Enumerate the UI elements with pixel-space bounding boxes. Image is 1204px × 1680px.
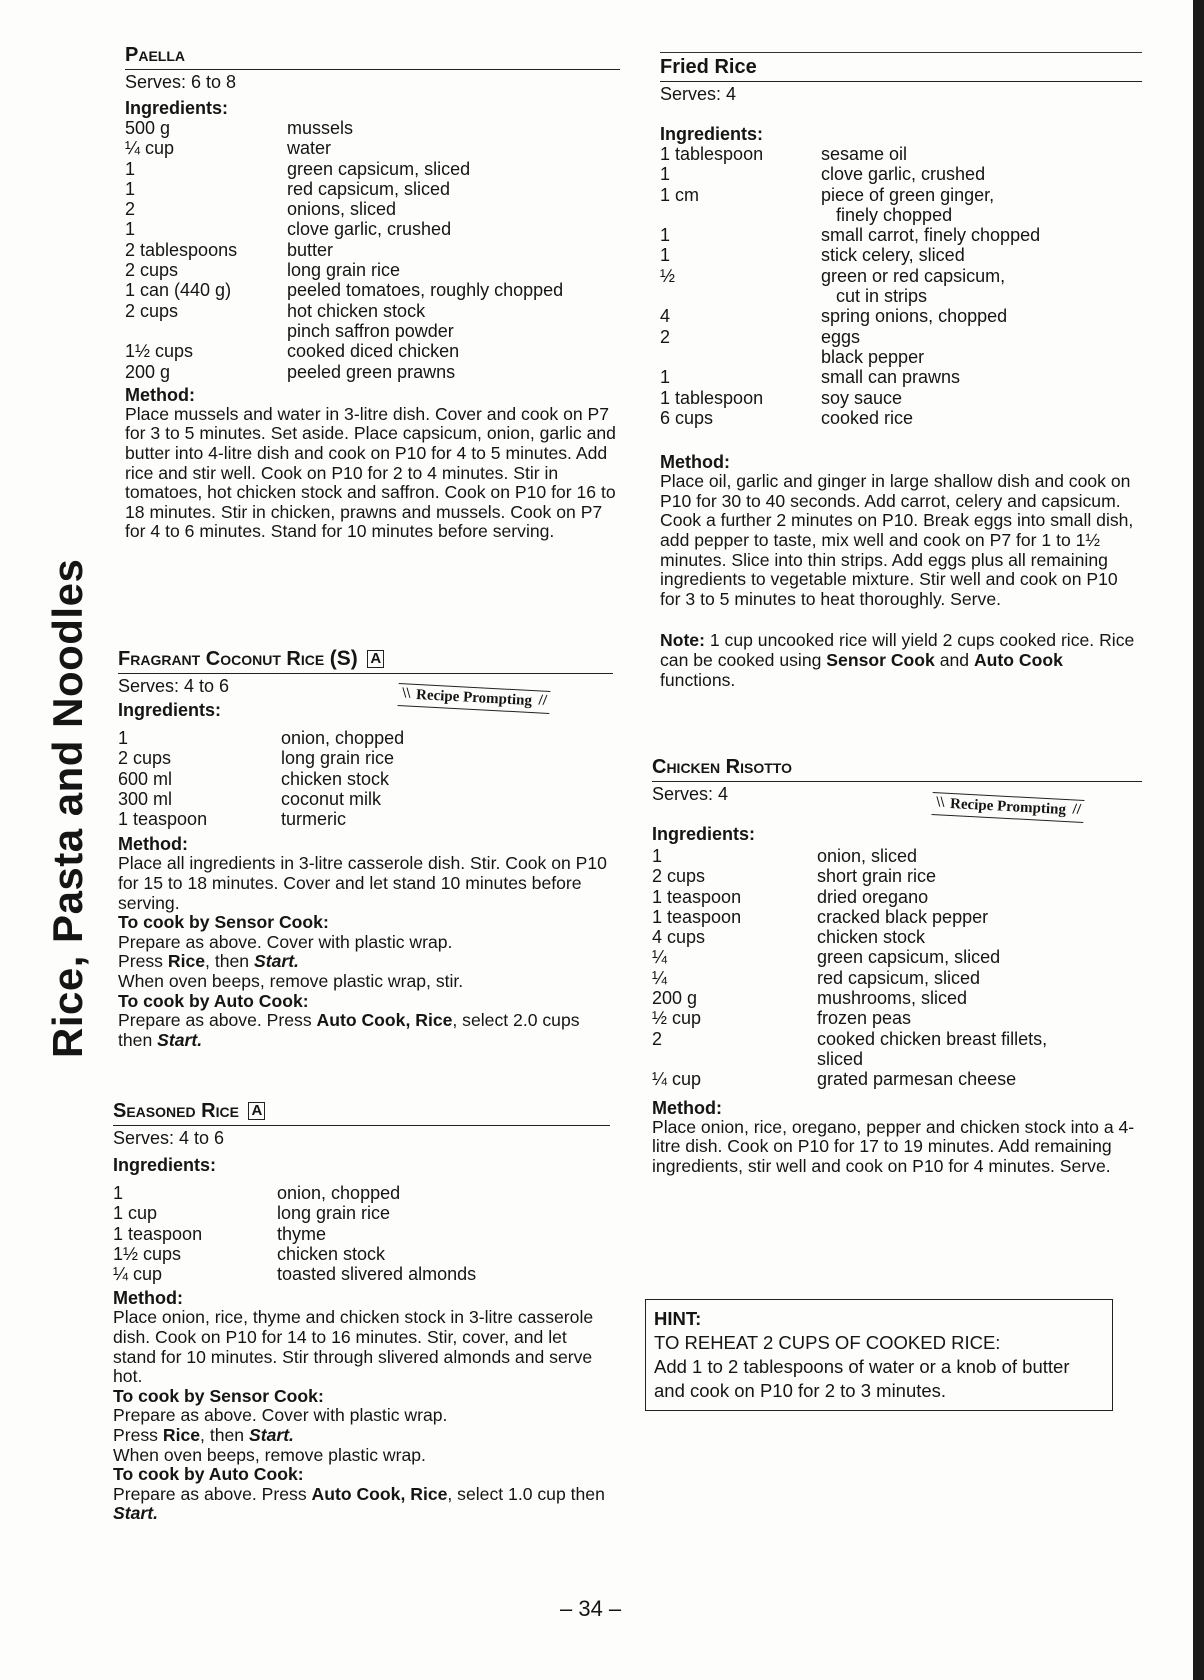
key-start: Start. bbox=[113, 1503, 158, 1524]
key-auto-cook: Auto Cook bbox=[973, 649, 1063, 670]
ingredient-qty: 4 bbox=[660, 306, 671, 327]
ingredient-item: long grain rice bbox=[277, 1203, 391, 1224]
ingredient-item: short grain rice bbox=[817, 866, 937, 887]
ingredient-qty: 2 tablespoons bbox=[125, 239, 238, 260]
ingredient-item: peeled tomatoes, roughly chopped bbox=[287, 280, 564, 301]
ingredient-qty: ¼ cup bbox=[125, 138, 175, 159]
ingredient-item: water bbox=[287, 138, 332, 159]
top-rule bbox=[660, 52, 1142, 53]
ingredient-item: green or red capsicum, bbox=[821, 265, 1006, 286]
ingredient-item: thyme bbox=[277, 1223, 327, 1244]
ingredients-list bbox=[660, 144, 1142, 428]
recipe-title-row bbox=[118, 647, 613, 671]
auto-cook-step bbox=[113, 1485, 610, 1524]
ingredient-item: long grain rice bbox=[287, 260, 401, 281]
text: Prepare as above. Press bbox=[118, 1010, 317, 1031]
ingredient-item: cut in strips bbox=[821, 286, 928, 307]
ingredient-qty: 1 cm bbox=[660, 184, 700, 205]
ingredient-item: soy sauce bbox=[821, 387, 903, 408]
ingredient-qty: ¼ cup bbox=[113, 1264, 163, 1285]
key-sensor-cook: Sensor Cook bbox=[826, 649, 935, 670]
ingredient-item: cracked black pepper bbox=[817, 906, 989, 927]
ingredients-list bbox=[113, 1183, 610, 1284]
ingredient-item: small carrot, finely chopped bbox=[821, 225, 1041, 246]
ingredient-item: red capsicum, sliced bbox=[287, 178, 451, 199]
ingredient-item: butter bbox=[287, 239, 334, 260]
ingredient-qty bbox=[660, 347, 821, 367]
ingredients-label: Ingredients: bbox=[652, 824, 756, 844]
key-rice: Rice bbox=[162, 1425, 201, 1446]
method-text bbox=[652, 1118, 1142, 1177]
ingredient-item: frozen peas bbox=[817, 1008, 912, 1029]
ingredient-item: chicken stock bbox=[277, 1243, 386, 1264]
ingredient-qty: 200 g bbox=[652, 988, 698, 1009]
ingredient-qty: 6 cups bbox=[660, 407, 714, 428]
title-rule bbox=[652, 781, 1142, 782]
recipe-seasoned-rice bbox=[113, 1100, 610, 1524]
ingredient-qty: 2 bbox=[660, 326, 671, 347]
ingredient-item: onions, sliced bbox=[287, 199, 397, 220]
sensor-badge: (S) bbox=[329, 647, 358, 670]
method-label: Method: bbox=[660, 452, 730, 473]
text: , select 2.0 cups then bbox=[118, 1010, 580, 1050]
ingredient-item: mushrooms, sliced bbox=[817, 988, 968, 1009]
recipe-title-row bbox=[113, 1100, 610, 1123]
ingredient-qty: 1 bbox=[660, 225, 671, 246]
page-edge-bar bbox=[1193, 0, 1204, 1680]
method-text bbox=[113, 1308, 610, 1524]
ingredient-qty: ½ cup bbox=[652, 1008, 702, 1029]
text: Press bbox=[113, 1425, 163, 1446]
ingredient-item: hot chicken stock bbox=[287, 300, 426, 321]
ingredient-qty bbox=[660, 205, 821, 225]
ingredient-item: black pepper bbox=[821, 346, 925, 367]
auto-cook-badge: A bbox=[367, 650, 384, 668]
ingredient-item: turmeric bbox=[281, 809, 347, 830]
method-text bbox=[118, 854, 613, 1050]
hint-label: HINT: bbox=[654, 1308, 702, 1329]
ingredient-qty: 1 can (440 g) bbox=[125, 280, 232, 301]
ingredient-item: eggs bbox=[821, 326, 861, 347]
ingredient-qty: ¼ bbox=[652, 947, 668, 968]
ingredient-qty: 1 teaspoon bbox=[118, 809, 208, 830]
sensor-step-2 bbox=[118, 952, 613, 972]
auto-cook-step bbox=[118, 1011, 613, 1050]
method-label: Method: bbox=[118, 834, 188, 855]
ingredient-item: dried oregano bbox=[817, 886, 929, 907]
recipe-fried-rice bbox=[660, 52, 1142, 690]
ingredient-qty: 1 bbox=[125, 158, 136, 179]
ingredient-item: green capsicum, sliced bbox=[817, 947, 1001, 968]
ingredient-qty: 1 bbox=[652, 846, 663, 866]
recipe-title: Chicken Risotto bbox=[652, 756, 792, 778]
ingredient-qty: 300 ml bbox=[118, 788, 173, 809]
recipe-fragrant-coconut-rice bbox=[118, 647, 613, 1050]
text: functions. bbox=[660, 669, 736, 690]
ingredient-item: pinch saffron powder bbox=[287, 320, 454, 341]
text: 1 cup uncooked rice will yield 2 cups cooked rice. Rice can be cooked using bbox=[660, 630, 1135, 670]
ingredient-item: long grain rice bbox=[281, 748, 395, 769]
ingredient-qty: 1 bbox=[113, 1183, 124, 1203]
ingredient-qty bbox=[125, 321, 287, 341]
ingredient-item: stick celery, sliced bbox=[821, 245, 965, 266]
ingredient-item: small can prawns bbox=[821, 367, 961, 388]
ingredient-qty: 1 teaspoon bbox=[652, 906, 742, 927]
recipe-title: Fragrant Coconut Rice bbox=[118, 648, 325, 670]
title-rule bbox=[660, 81, 1142, 82]
ingredient-qty: 500 g bbox=[125, 118, 171, 138]
ingredient-item: peeled green prawns bbox=[287, 361, 456, 382]
auto-cook-badge: A bbox=[248, 1102, 265, 1120]
ingredient-item: onion, sliced bbox=[817, 846, 918, 866]
page-number: – 34 – bbox=[560, 1596, 622, 1621]
ingredient-qty: 200 g bbox=[125, 361, 171, 382]
note-label: Note: bbox=[660, 630, 705, 651]
ingredient-qty: 2 cups bbox=[652, 866, 706, 887]
text: , select 1.0 cup then bbox=[447, 1483, 605, 1504]
method-text bbox=[660, 472, 1142, 690]
recipe-title: Seasoned Rice bbox=[113, 1100, 239, 1122]
ingredient-item: coconut milk bbox=[281, 788, 382, 809]
key-auto-cook-rice: Auto Cook, Rice bbox=[311, 1483, 448, 1504]
recipe-prompting-banner: \\ Recipe Prompting // bbox=[932, 792, 1085, 823]
recipe-title: Paella bbox=[125, 44, 186, 66]
ingredient-item: chicken stock bbox=[281, 768, 390, 789]
method-paragraph: Place mussels and water in 3-litre dish. Cover and cook on P7 for 3 to 5 minutes. Set aside. Place capsicum, onion, garlic and butter into 4-litre dish and cook on P10 for 4 to 5 minutes. Add rice and stir well. Cook on P10 for 2 to 4 minutes. Stir in tomatoes, hot chicken stock and saffron. Cook on P10 for 16 to 18 minutes. Stir in chicken, prawns and mussels. Cook on P7 for 4 to 6 minutes. Stand for 10 minutes before serving. bbox=[125, 403, 616, 542]
ingredients-label: Ingredients: bbox=[660, 124, 764, 144]
ingredients-label: Ingredients: bbox=[118, 700, 222, 720]
ingredient-qty: 1 bbox=[118, 728, 129, 748]
serves: Serves: 6 to 8 bbox=[125, 72, 237, 92]
ingredient-item: finely chopped bbox=[821, 204, 953, 225]
ingredient-item: chicken stock bbox=[817, 927, 926, 948]
sensor-cook-label: To cook by Sensor Cook: bbox=[113, 1385, 324, 1406]
ingredient-item: red capsicum, sliced bbox=[817, 967, 981, 988]
text: , then bbox=[200, 1425, 249, 1446]
title-rule bbox=[113, 1125, 610, 1126]
ingredient-qty: 1 tablespoon bbox=[660, 144, 764, 164]
serves: Serves: 4 bbox=[660, 84, 737, 104]
serves: Serves: 4 to 6 bbox=[113, 1128, 225, 1148]
ingredient-qty: 1½ cups bbox=[113, 1243, 182, 1264]
ingredient-qty: 1 cup bbox=[113, 1203, 158, 1224]
text: Prepare as above. Press bbox=[113, 1483, 312, 1504]
method-paragraph: Place oil, garlic and ginger in large shallow dish and cook on P10 for 30 to 40 seconds. Add carrot, celery and capsicum. Cook a further 2 minutes on P10. Break eggs into small dish, add pepper to taste, mix well and cook on P7 for 1 to 1½ minutes. Slice into thin strips. Add eggs plus all remaining ingredients to vegetable mixture. Stir well and cook on P10 for 3 to 5 minutes to heat thoroughly. Serve. bbox=[660, 471, 1134, 609]
method-paragraph: Place onion, rice, thyme and chicken stock in 3-litre casserole dish. Cook on P10 for 14 to 16 minutes. Stir, cover, and let stand for 10 minutes. Stir through slivered almonds and serve hot. bbox=[113, 1307, 594, 1387]
ingredient-qty: 1 bbox=[660, 245, 671, 266]
method-label: Method: bbox=[125, 384, 195, 405]
sensor-step-2 bbox=[113, 1426, 610, 1446]
ingredient-qty: 2 cups bbox=[125, 260, 179, 281]
ingredient-qty: 1 teaspoon bbox=[652, 886, 742, 907]
auto-cook-label: To cook by Auto Cook: bbox=[113, 1464, 304, 1485]
ingredient-qty: 2 bbox=[652, 1028, 663, 1049]
ingredient-qty: 4 cups bbox=[652, 927, 706, 948]
ingredient-qty bbox=[652, 1049, 817, 1069]
text: and bbox=[934, 649, 974, 670]
auto-cook-label: To cook by Auto Cook: bbox=[118, 990, 309, 1011]
title-rule bbox=[118, 673, 613, 674]
ingredient-qty: 2 cups bbox=[118, 748, 172, 769]
ingredient-item: clove garlic, crushed bbox=[287, 219, 452, 240]
sensor-cook-label: To cook by Sensor Cook: bbox=[118, 912, 329, 933]
ingredients-label: Ingredients: bbox=[125, 98, 229, 118]
ingredients-list bbox=[652, 846, 1142, 1090]
key-rice: Rice bbox=[167, 951, 206, 972]
ingredient-item: green capsicum, sliced bbox=[287, 158, 471, 179]
serves: Serves: 4 to 6 bbox=[118, 676, 230, 696]
ingredient-item: cooked diced chicken bbox=[287, 341, 460, 362]
ingredient-item: spring onions, chopped bbox=[821, 306, 1008, 327]
ingredient-qty: 1½ cups bbox=[125, 341, 194, 362]
method-label: Method: bbox=[652, 1097, 722, 1118]
ingredient-qty: 1 bbox=[660, 367, 671, 388]
key-start: Start. bbox=[253, 951, 299, 972]
section-spine-label: Rice, Pasta and Noodles bbox=[44, 558, 91, 1058]
ingredient-item: onion, chopped bbox=[277, 1183, 401, 1203]
ingredient-item: toasted slivered almonds bbox=[277, 1264, 477, 1285]
ingredient-qty: 1 teaspoon bbox=[113, 1223, 203, 1244]
ingredients-list bbox=[125, 118, 620, 382]
ingredient-qty: 2 bbox=[125, 199, 136, 220]
ingredient-item: sesame oil bbox=[821, 144, 908, 164]
title-rule bbox=[125, 69, 620, 70]
method-label: Method: bbox=[113, 1288, 183, 1309]
note bbox=[660, 631, 1142, 690]
text: , then bbox=[205, 951, 254, 972]
ingredient-item: sliced bbox=[817, 1048, 864, 1069]
recipe-chicken-risotto bbox=[652, 756, 1142, 1176]
ingredient-item: onion, chopped bbox=[281, 728, 405, 748]
method-paragraph: Place onion, rice, oregano, pepper and chicken stock into a 4-litre dish. Cook on P10 for 17 to 19 minutes. Add remaining ingredients, stir well and cook on P10 for 4 minutes. Serve. bbox=[652, 1116, 1135, 1176]
sensor-step-1: Prepare as above. Cover with plastic wrap. bbox=[113, 1405, 448, 1426]
hint-heading: TO REHEAT 2 CUPS OF COOKED RICE: bbox=[654, 1332, 1001, 1353]
key-auto-cook-rice: Auto Cook, Rice bbox=[316, 1010, 453, 1031]
ingredient-qty: ¼ bbox=[652, 967, 668, 988]
ingredient-qty: 1 bbox=[125, 178, 136, 199]
recipe-title: Fried Rice bbox=[660, 56, 757, 78]
ingredient-qty: ¼ cup bbox=[652, 1069, 702, 1090]
ingredient-qty: 600 ml bbox=[118, 768, 173, 789]
recipe-paella bbox=[125, 44, 620, 542]
ingredient-item: cooked rice bbox=[821, 407, 914, 428]
ingredient-item: piece of green ginger, bbox=[821, 184, 995, 205]
ingredient-qty bbox=[660, 286, 821, 306]
ingredients-label: Ingredients: bbox=[113, 1155, 217, 1175]
ingredient-item: clove garlic, crushed bbox=[821, 164, 986, 185]
sensor-step-3: When oven beeps, remove plastic wrap, stir. bbox=[118, 971, 464, 992]
ingredient-qty: 1 bbox=[125, 219, 136, 240]
ingredient-item: mussels bbox=[287, 118, 354, 138]
method-text bbox=[125, 405, 620, 542]
ingredient-qty: 1 bbox=[660, 164, 671, 185]
method-paragraph: Place all ingredients in 3-litre casserole dish. Stir. Cook on P10 for 15 to 18 minutes. Cover and let stand 10 minutes before serving. bbox=[118, 853, 607, 913]
ingredient-qty: 2 cups bbox=[125, 300, 179, 321]
serves: Serves: 4 bbox=[652, 784, 729, 804]
sensor-step-1: Prepare as above. Cover with plastic wrap. bbox=[118, 931, 453, 952]
ingredient-qty: ½ bbox=[660, 265, 676, 286]
ingredient-qty: 1 tablespoon bbox=[660, 387, 764, 408]
ingredients-list bbox=[118, 728, 613, 829]
key-start: Start. bbox=[248, 1425, 294, 1446]
key-start: Start. bbox=[157, 1029, 203, 1050]
hint-text: Add 1 to 2 tablespoons of water or a knob of butter and cook on P10 for 2 to 3 minutes. bbox=[654, 1356, 1070, 1401]
text: Press bbox=[118, 951, 168, 972]
recipe-prompting-banner: \\ Recipe Prompting // bbox=[398, 683, 551, 714]
hint-box bbox=[645, 1299, 1113, 1411]
ingredient-item: grated parmesan cheese bbox=[817, 1069, 1017, 1090]
sensor-step-3: When oven beeps, remove plastic wrap. bbox=[113, 1444, 426, 1465]
ingredient-item: cooked chicken breast fillets, bbox=[817, 1028, 1048, 1049]
